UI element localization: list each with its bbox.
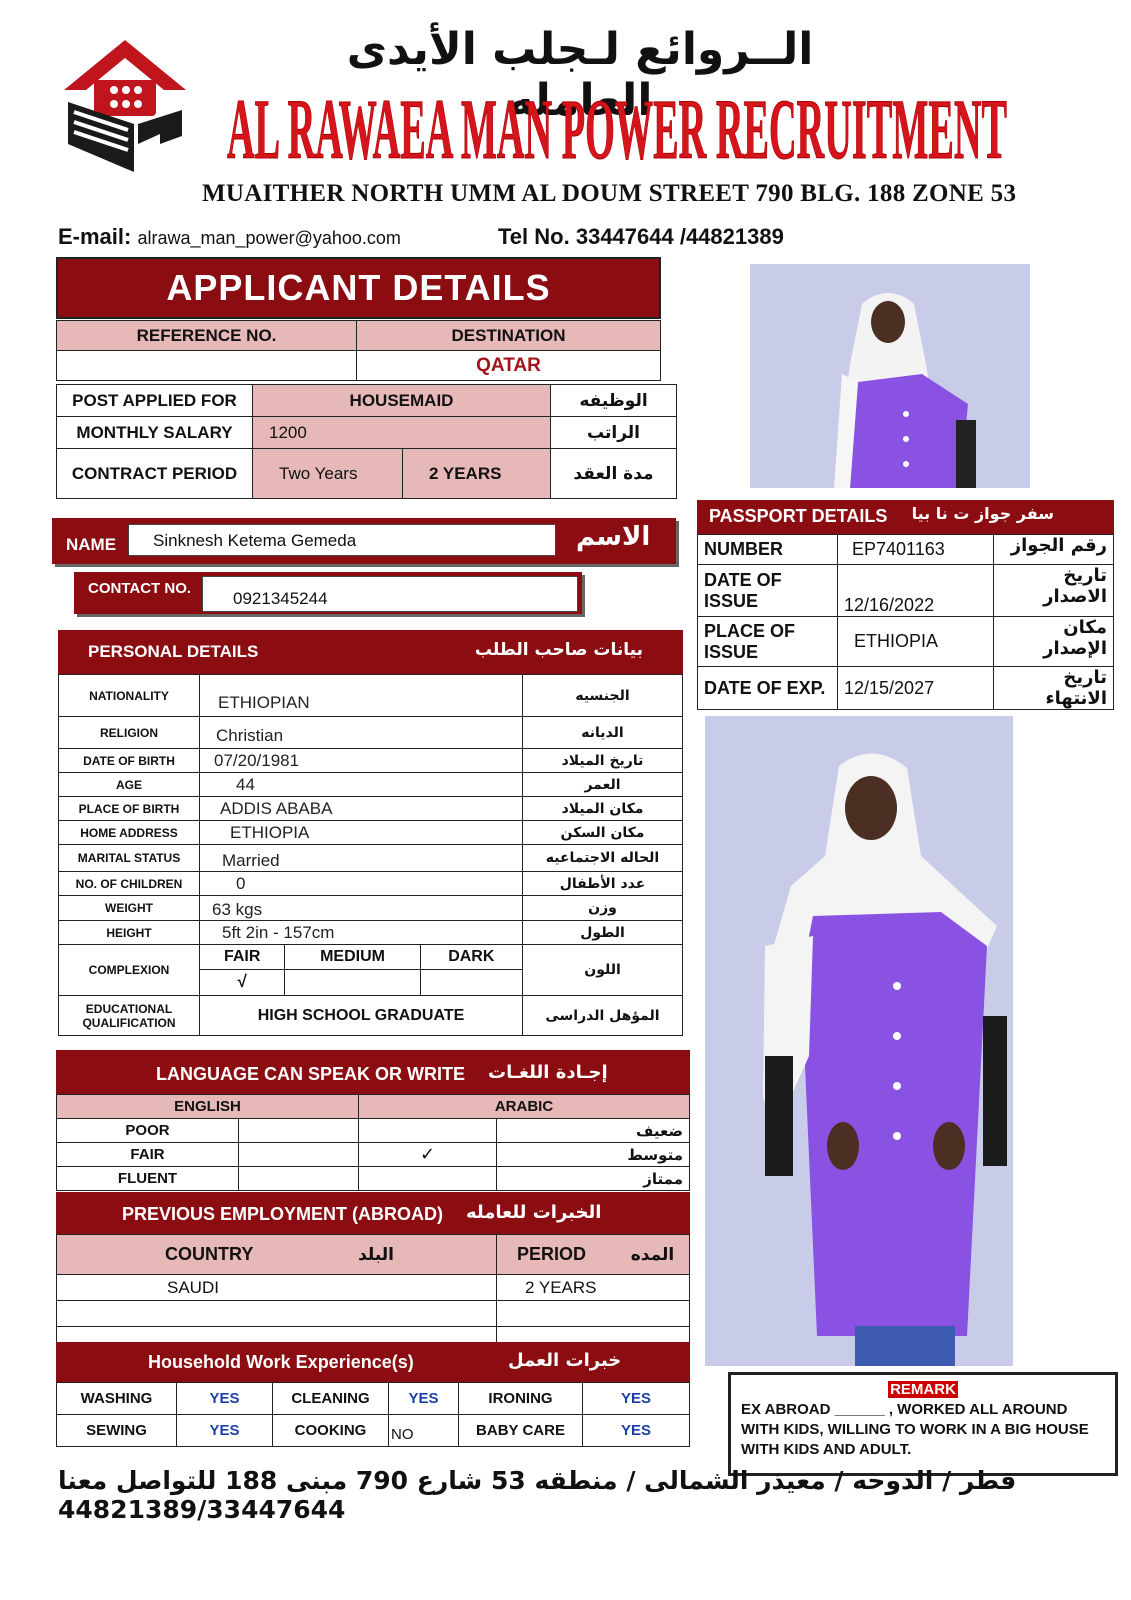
expiry-label-ar: تاريخ الانتهاء <box>994 667 1114 710</box>
education-label-ar: المؤهل الدراسى <box>523 996 683 1036</box>
remark-title: REMARK <box>890 1381 956 1398</box>
destination-label: DESTINATION <box>357 321 661 351</box>
company-name-english <box>222 84 1012 172</box>
task-ironing: IRONING <box>459 1383 583 1415</box>
issue-place-label: PLACE OF ISSUE <box>698 617 838 667</box>
employment-header <box>56 1192 690 1234</box>
english-label: ENGLISH <box>57 1095 359 1119</box>
email-label: E-mail: <box>58 224 132 249</box>
complexion-label-ar: اللون <box>523 945 683 996</box>
nationality-label: NATIONALITY <box>59 675 200 717</box>
english-fair <box>239 1143 359 1167</box>
email-value[interactable]: alrawa_man_power@yahoo.com <box>137 228 401 248</box>
employment-country-2 <box>57 1301 497 1327</box>
company-logo <box>64 40 186 172</box>
complexion-medium: MEDIUM <box>285 945 420 969</box>
complexion-medium-mark <box>285 969 420 995</box>
task-cleaning: CLEANING <box>273 1383 389 1415</box>
height-value: 5ft 2in - 157cm <box>200 921 523 945</box>
employment-country-1: SAUDI <box>57 1275 497 1301</box>
arabic-fluent <box>359 1167 497 1191</box>
home-address-value: ETHIOPIA <box>200 821 523 845</box>
employment-table <box>56 1234 690 1351</box>
issue-date-label: DATE OF ISSUE <box>698 565 838 617</box>
employment-period-2 <box>497 1301 690 1327</box>
contract-value: Two Years <box>253 449 403 499</box>
pob-value: ADDIS ABABA <box>200 797 523 821</box>
household-table <box>56 1382 690 1447</box>
household-title-ar: خبرات العمل <box>508 1350 622 1371</box>
issue-place-label-ar: مكان الإصدار <box>994 617 1114 667</box>
personal-details-header <box>58 630 683 674</box>
english-poor <box>239 1119 359 1143</box>
language-header <box>56 1050 690 1094</box>
passport-header <box>697 500 1114 534</box>
arabic-fair: ✓ <box>359 1143 497 1167</box>
task-cleaning-value: YES <box>389 1383 459 1415</box>
salary-label-ar: الراتب <box>551 417 677 449</box>
period-label: PERIOD <box>517 1244 587 1264</box>
task-sewing: SEWING <box>57 1415 177 1447</box>
period-label-ar: المده <box>630 1245 675 1264</box>
dob-value: 07/20/1981 <box>200 749 523 773</box>
post-label-ar: الوظيفه <box>551 385 677 417</box>
marital-status-label-ar: الحاله الاجتماعيه <box>523 845 683 872</box>
task-ironing-value: YES <box>583 1383 690 1415</box>
complexion-grid <box>200 945 522 995</box>
name-label: NAME <box>66 535 117 554</box>
task-baby-care: BABY CARE <box>459 1415 583 1447</box>
email-line <box>58 224 401 250</box>
employment-title-ar: الخبرات للعامله <box>466 1202 602 1223</box>
country-label: COUNTRY <box>165 1244 254 1264</box>
name-field: Sinknesh Ketema Gemeda <box>128 524 556 556</box>
name-label-ar: الاسم <box>576 522 651 552</box>
complexion-dark-mark <box>420 969 522 995</box>
country-label-ar: البلد <box>358 1245 394 1264</box>
company-address: MUAITHER NORTH UMM AL DOUM STREET 790 BLG. 188 ZONE 53 <box>202 180 1017 207</box>
company-name-english-text: AL RAWAEA MAN POWER RECRUITMENT <box>227 84 1007 172</box>
remark-text: EX ABROAD ______ , WORKED ALL AROUND WITH KIDS, WILLING TO WORK IN A BIG HOUSE WITH KIDS AND ADULT. <box>741 1401 1089 1458</box>
nationality-value: ETHIOPIAN <box>200 675 523 717</box>
personal-details-table <box>58 674 683 1036</box>
passport-number-label: NUMBER <box>698 535 838 565</box>
weight-label: WEIGHT <box>59 896 200 921</box>
children-label-ar: عدد الأطفال <box>523 872 683 896</box>
children-label: NO. OF CHILDREN <box>59 872 200 896</box>
passport-number-value: EP7401163 <box>838 535 994 565</box>
company-name-arabic: الــروائع لـجلب الأيدى العامله <box>346 24 814 126</box>
employment-period-1: 2 YEARS <box>497 1275 690 1301</box>
dob-label-ar: تاريخ الميلاد <box>523 749 683 773</box>
issue-date-label-ar: تاريخ الاصدار <box>994 565 1114 617</box>
age-label-ar: العمر <box>523 773 683 797</box>
footer-address-arabic: قطر / الدوحه / معيذر الشمالى / منطقه 53 شارع 790 مبنى 188 للتواصل معنا 44821389/33447644 <box>58 1466 1017 1524</box>
age-value: 44 <box>200 773 523 797</box>
task-cooking: COOKING <box>273 1415 389 1447</box>
lang-level-fluent: FLUENT <box>57 1167 239 1191</box>
household-header <box>56 1342 690 1382</box>
reference-label: REFERENCE NO. <box>57 321 357 351</box>
applicant-photo-portrait <box>750 264 1030 488</box>
complexion-label: COMPLEXION <box>59 945 200 996</box>
salary-label: MONTHLY SALARY <box>57 417 253 449</box>
passport-title-ar: سفر جواز ت نا بيا <box>911 504 1054 523</box>
home-address-label: HOME ADDRESS <box>59 821 200 845</box>
passport-title: PASSPORT DETAILS <box>709 506 888 526</box>
passport-number-label-ar: رقم الجواز <box>994 535 1114 565</box>
salary-value: 1200 <box>253 417 551 449</box>
post-label: POST APPLIED FOR <box>57 385 253 417</box>
post-salary-contract-table <box>56 384 677 499</box>
period-header-cell <box>497 1235 690 1275</box>
post-value: HOUSEMAID <box>253 385 551 417</box>
pob-label: PLACE OF BIRTH <box>59 797 200 821</box>
contract-label-ar: مدة العقد <box>551 449 677 499</box>
issue-date-value: 12/16/2022 <box>838 565 994 617</box>
marital-status-value: Married <box>200 845 523 872</box>
height-label-ar: الطول <box>523 921 683 945</box>
expiry-value: 12/15/2027 <box>838 667 994 710</box>
arabic-label: ARABIC <box>359 1095 690 1119</box>
employment-title: PREVIOUS EMPLOYMENT (ABROAD) <box>122 1204 444 1224</box>
lang-level-fluent-ar: ممتاز <box>497 1167 690 1191</box>
age-label: AGE <box>59 773 200 797</box>
task-washing-value: YES <box>177 1383 273 1415</box>
task-washing: WASHING <box>57 1383 177 1415</box>
religion-label: RELIGION <box>59 717 200 749</box>
home-address-label-ar: مكان السكن <box>523 821 683 845</box>
education-label: EDUCATIONAL QUALIFICATION <box>59 996 200 1036</box>
pob-label-ar: مكان الميلاد <box>523 797 683 821</box>
task-sewing-value: YES <box>177 1415 273 1447</box>
complexion-cell <box>200 945 523 996</box>
passport-table <box>697 534 1114 710</box>
children-value: 0 <box>200 872 523 896</box>
contract-value-years: 2 YEARS <box>403 449 551 499</box>
contact-label: CONTACT NO. <box>88 580 192 597</box>
language-title-ar: إجـادة اللغـات <box>488 1062 608 1083</box>
lang-level-fair-ar: متوسط <box>497 1143 690 1167</box>
religion-label-ar: الديانه <box>523 717 683 749</box>
lang-level-poor-ar: ضعيف <box>497 1119 690 1143</box>
lang-level-fair: FAIR <box>57 1143 239 1167</box>
tel-value[interactable]: 33447644 /44821389 <box>575 224 784 249</box>
marital-status-label: MARITAL STATUS <box>59 845 200 872</box>
destination-value: QATAR <box>357 351 661 381</box>
weight-label-ar: وزن <box>523 896 683 921</box>
personal-details-title: PERSONAL DETAILS <box>88 642 259 661</box>
height-label: HEIGHT <box>59 921 200 945</box>
lang-level-poor: POOR <box>57 1119 239 1143</box>
arabic-poor <box>359 1119 497 1143</box>
household-title: Household Work Experience(s) <box>148 1352 414 1372</box>
tel-label: Tel No. <box>498 224 570 249</box>
tel-line <box>498 224 784 250</box>
issue-place-value: ETHIOPIA <box>838 617 994 667</box>
language-table <box>56 1094 690 1191</box>
dob-label: DATE OF BIRTH <box>59 749 200 773</box>
english-fluent <box>239 1167 359 1191</box>
applicant-details-title: APPLICANT DETAILS <box>56 257 661 319</box>
weight-value: 63 kgs <box>200 896 523 921</box>
reference-destination-table <box>56 320 661 381</box>
language-title: LANGUAGE CAN SPEAK OR WRITE <box>156 1064 466 1084</box>
country-header-cell <box>57 1235 497 1275</box>
complexion-fair-mark: √ <box>200 969 285 995</box>
task-cooking-value: NO <box>389 1415 459 1447</box>
nationality-label-ar: الجنسيه <box>523 675 683 717</box>
applicant-photo-full <box>705 716 1013 1366</box>
contact-field: 0921345244 <box>202 576 578 612</box>
complexion-fair: FAIR <box>200 945 285 969</box>
personal-details-title-ar: بيانات صاحب الطلب <box>474 640 643 660</box>
religion-value: Christian <box>200 717 523 749</box>
task-baby-care-value: YES <box>583 1415 690 1447</box>
remark-box <box>728 1372 1118 1476</box>
contract-label: CONTRACT PERIOD <box>57 449 253 499</box>
education-value: HIGH SCHOOL GRADUATE <box>200 996 523 1036</box>
remark-title-row <box>741 1381 1105 1398</box>
expiry-label: DATE OF EXP. <box>698 667 838 710</box>
reference-value <box>57 351 357 381</box>
complexion-dark: DARK <box>420 945 522 969</box>
